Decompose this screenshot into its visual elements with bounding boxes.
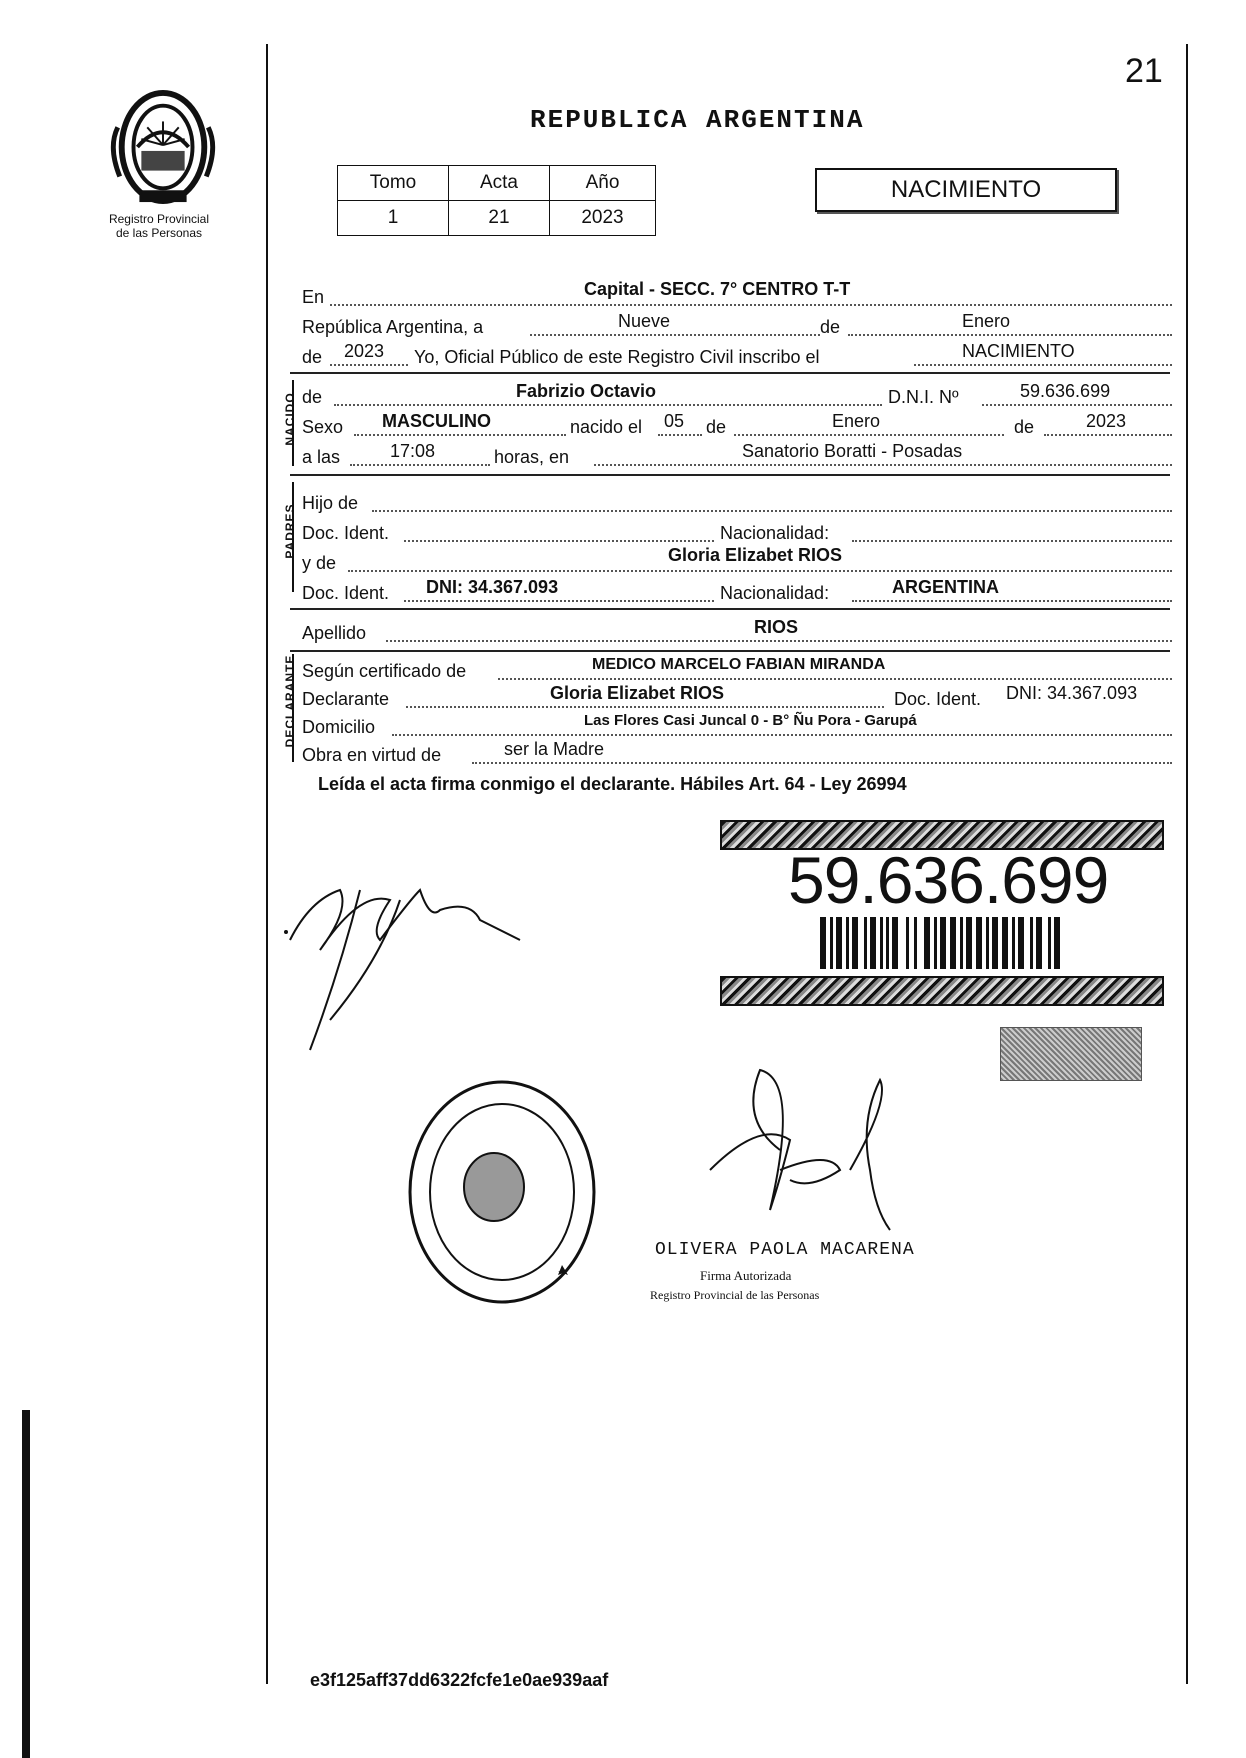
birth-place: Sanatorio Boratti - Posadas (742, 441, 963, 461)
en-label: En (302, 287, 325, 307)
row-apellido (302, 618, 1172, 644)
year-value: 2023 (344, 341, 385, 361)
page-title: REPUBLICA ARGENTINA (530, 105, 865, 135)
row-republica (302, 312, 1172, 338)
birth-day: 05 (664, 411, 685, 431)
tomo-value: 1 (338, 201, 449, 236)
apellido-label: Apellido (302, 623, 367, 643)
place-value: Capital - SECC. 7° CENTRO T-T (584, 279, 851, 299)
hijo-label: Hijo de (302, 493, 359, 513)
day-value: Nueve (618, 311, 671, 331)
de-label: de (706, 417, 727, 437)
row-declarante (302, 684, 1172, 710)
document-hash: e3f125aff37dd6322fcfe1e0ae939aaf (310, 1670, 609, 1690)
mother-nationality: ARGENTINA (892, 577, 999, 597)
registry-caption: Registro Provincial de las Personas (108, 212, 210, 240)
signer-org: Registro Provincial de las Personas (650, 1288, 820, 1302)
month-value: Enero (962, 311, 1011, 331)
child-dni: 59.636.699 (1020, 381, 1111, 401)
ano-header: Año (550, 166, 656, 201)
scan-edge-line (22, 1410, 30, 1758)
dni-number: 59.636.699 (788, 843, 1109, 917)
declarante-value: Gloria Elizabet RIOS (550, 683, 725, 703)
republica-label: República Argentina, a (302, 317, 484, 337)
row-nacido-name (302, 382, 1172, 408)
row-sexo (302, 412, 1172, 438)
row-mother-doc (302, 578, 1172, 604)
domicilio-value: Las Flores Casi Juncal 0 - B° Ñu Pora - Garupá (584, 712, 917, 729)
section-declarante-label: DECLARANTE (283, 654, 297, 748)
row-domicilio (302, 712, 1172, 738)
apellido-value: RIOS (754, 617, 799, 637)
registry-table (337, 165, 656, 236)
sexo-label: Sexo (302, 417, 344, 437)
official-signature-icon (700, 1060, 940, 1240)
horas-label: horas, en (494, 447, 570, 467)
inscribed-value: NACIMIENTO (962, 341, 1075, 361)
closing-statement: Leída el acta firma conmigo el declarante. Hábiles Art. 64 - Ley 26994 (318, 774, 907, 794)
nacionalidad-label: Nacionalidad: (720, 523, 830, 543)
birth-time: 17:08 (390, 441, 436, 461)
cert-label: Según certificado de (302, 661, 467, 681)
sexo-value: MASCULINO (382, 411, 491, 431)
tomo-header: Tomo (338, 166, 449, 201)
row-obra (302, 740, 1172, 766)
security-stamp (1000, 1027, 1142, 1081)
doc-ident-label: Doc. Ident. (894, 689, 982, 709)
security-band-bottom (720, 976, 1164, 1006)
row-time (302, 442, 1172, 468)
barcode-icon (820, 917, 1060, 969)
birth-year: 2023 (1086, 411, 1127, 431)
oficial-text: Yo, Oficial Público de este Registro Civil inscribo el (414, 347, 820, 367)
declarante-doc: DNI: 34.367.093 (1006, 683, 1138, 703)
dni-label: D.N.I. Nº (888, 387, 959, 407)
yde-label: y de (302, 553, 337, 573)
row-en (302, 279, 1172, 308)
cert-value: MEDICO MARCELO FABIAN MIRANDA (592, 656, 886, 673)
province-emblem-icon (104, 88, 222, 206)
obra-label: Obra en virtud de (302, 745, 442, 765)
doc-ident-label: Doc. Ident. (302, 583, 390, 603)
birth-month: Enero (832, 411, 881, 431)
de-label: de (302, 387, 323, 407)
de-label: de (1014, 417, 1035, 437)
page-number: 21 (1125, 52, 1163, 90)
record-type-box: NACIMIENTO (815, 168, 1117, 212)
signer-role: Firma Autorizada (700, 1268, 792, 1283)
nacionalidad-label: Nacionalidad: (720, 583, 830, 603)
doc-ident-label: Doc. Ident. (302, 523, 390, 543)
left-margin-line (266, 44, 268, 1684)
row-year (302, 342, 1172, 368)
section-nacido-label: NACIDO (283, 392, 297, 446)
declarante-label: Declarante (302, 689, 390, 709)
row-cert (302, 656, 1172, 682)
section-padres-label: PADRES (283, 503, 297, 559)
row-father-doc (302, 518, 1172, 544)
row-mother (302, 545, 1172, 574)
child-name: Fabrizio Octavio (516, 381, 657, 401)
de2-label: de (302, 347, 323, 367)
alas-label: a las (302, 447, 341, 467)
nacido-label: nacido el (570, 417, 643, 437)
row-hijo (302, 488, 1172, 514)
acta-header: Acta (449, 166, 550, 201)
right-margin-line (1186, 44, 1188, 1684)
registry-seal-icon (402, 1075, 602, 1310)
mother-name: Gloria Elizabet RIOS (668, 545, 843, 565)
de-label: de (820, 317, 841, 337)
signer-name: OLIVERA PAOLA MACARENA (655, 1240, 915, 1260)
obra-value: ser la Madre (504, 739, 605, 759)
domicilio-label: Domicilio (302, 717, 376, 737)
acta-value: 21 (449, 201, 550, 236)
ano-value: 2023 (550, 201, 656, 236)
declarant-signature-icon (280, 870, 540, 1070)
mother-doc: DNI: 34.367.093 (426, 577, 559, 597)
